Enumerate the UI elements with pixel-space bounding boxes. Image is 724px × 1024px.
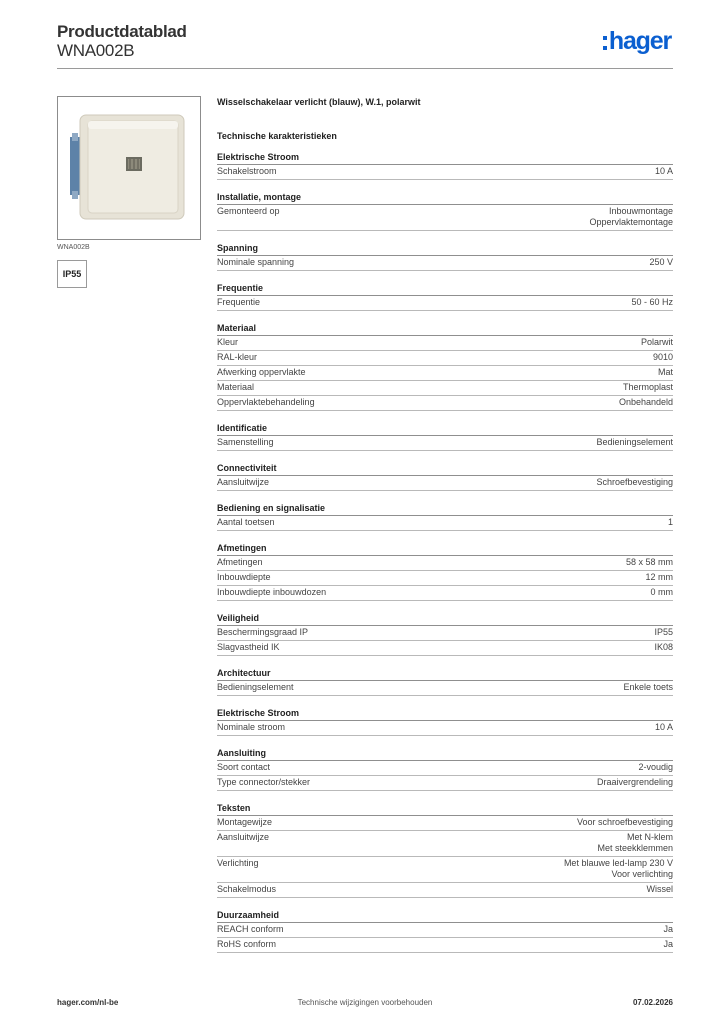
spec-row [217, 938, 673, 953]
spec-value-line: Enkele toets [623, 682, 673, 692]
spec-label: Nominale spanning [217, 257, 295, 267]
spec-value [645, 572, 673, 583]
spec-row [217, 476, 673, 491]
spec-value-line: IP55 [654, 627, 673, 637]
spec-value [655, 722, 673, 733]
spec-group [217, 611, 673, 656]
spec-group [217, 150, 673, 180]
spec-group-title: Elektrische Stroom [217, 706, 673, 721]
spec-value-line: Ja [663, 924, 673, 934]
spec-value-line: 250 V [649, 257, 673, 267]
spec-value [658, 367, 673, 378]
spec-label: Aantal toetsen [217, 517, 275, 527]
spec-value-line: Met steekklemmen [597, 843, 673, 853]
hager-logo [603, 27, 671, 55]
spec-label: RoHS conform [217, 939, 277, 949]
spec-label: Oppervlaktebehandeling [217, 397, 315, 407]
spec-group-title: Elektrische Stroom [217, 150, 673, 165]
page-header [57, 20, 673, 69]
spec-row [217, 396, 673, 411]
spec-row [217, 256, 673, 271]
spec-value [597, 777, 673, 788]
spec-row [217, 883, 673, 898]
spec-value [623, 382, 673, 393]
spec-value [596, 477, 673, 488]
spec-group [217, 706, 673, 736]
spec-label: REACH conform [217, 924, 284, 934]
spec-group-title: Connectiviteit [217, 461, 673, 476]
spec-group [217, 801, 673, 898]
page-footer [57, 996, 673, 1012]
spec-label: Kleur [217, 337, 239, 347]
tech-heading: Technische karakteristieken [217, 131, 337, 141]
spec-value [647, 884, 674, 895]
spec-group-title: Duurzaamheid [217, 908, 673, 923]
spec-label: Afmetingen [217, 557, 263, 567]
spec-groups [217, 150, 673, 953]
spec-label: Gemonteerd op [217, 206, 280, 216]
spec-label: Type connector/stekker [217, 777, 311, 787]
product-code: WNA002B [57, 41, 135, 60]
spec-row [217, 571, 673, 586]
spec-group-title: Bediening en signalisatie [217, 501, 673, 516]
spec-label: Slagvastheid IK [217, 642, 280, 652]
spec-value [597, 832, 673, 854]
spec-group [217, 746, 673, 791]
spec-group [217, 461, 673, 491]
spec-row [217, 336, 673, 351]
ip-rating-badge: IP55 [57, 260, 87, 288]
spec-value-line: 9010 [652, 352, 673, 362]
spec-value-line: Oppervlaktemontage [589, 217, 673, 227]
spec-value [649, 257, 673, 268]
spec-value-line: 12 mm [645, 572, 673, 582]
spec-row [217, 721, 673, 736]
spec-group [217, 241, 673, 271]
spec-value [619, 397, 673, 408]
spec-value-line: 58 x 58 mm [625, 557, 673, 567]
spec-value-line: Onbehandeld [618, 397, 673, 407]
spec-value-line: 50 - 60 Hz [631, 297, 673, 307]
spec-group-title: Materiaal [217, 321, 673, 336]
spec-value-line: Met N-klem [626, 832, 673, 842]
spec-row [217, 351, 673, 366]
spec-label: RAL-kleur [217, 352, 258, 362]
switch-image-icon [58, 97, 200, 239]
spec-value-line: Voor schroefbevestiging [576, 817, 673, 827]
spec-value-line: 0 mm [650, 587, 673, 597]
spec-value [638, 762, 673, 773]
spec-value [663, 939, 673, 950]
spec-label: Frequentie [217, 297, 261, 307]
spec-value [564, 858, 673, 880]
spec-row [217, 681, 673, 696]
spec-row [217, 366, 673, 381]
footer-notice: Technische wijzigingen voorbehouden [297, 998, 433, 1007]
spec-group [217, 501, 673, 531]
spec-row [217, 586, 673, 601]
spec-group [217, 190, 673, 231]
spec-group [217, 421, 673, 451]
spec-content [217, 96, 673, 963]
spec-group [217, 666, 673, 696]
spec-value [655, 166, 673, 177]
spec-group-title: Identificatie [217, 421, 673, 436]
spec-label: Inbouwdiepte inbouwdozen [217, 587, 327, 597]
spec-row [217, 556, 673, 571]
product-description: Wisselschakelaar verlicht (blauw), W.1, polarwit [217, 97, 421, 107]
spec-label: Inbouwdiepte [217, 572, 271, 582]
spec-row [217, 296, 673, 311]
spec-row [217, 516, 673, 531]
spec-group [217, 908, 673, 953]
spec-value-line: 10 A [654, 166, 673, 176]
page-title: Productdatablad [57, 22, 187, 41]
spec-row [217, 641, 673, 656]
spec-row [217, 205, 673, 231]
spec-row [217, 776, 673, 791]
spec-group-title: Installatie, montage [217, 190, 673, 205]
spec-value-line: Voor verlichting [611, 869, 673, 879]
spec-row [217, 381, 673, 396]
image-caption: WNA002B [57, 244, 90, 251]
spec-value-line: 2-voudig [638, 762, 673, 772]
spec-value [653, 352, 673, 363]
spec-label: Beschermingsgraad IP [217, 627, 309, 637]
spec-label: Verlichting [217, 858, 259, 868]
spec-value-line: 10 A [654, 722, 673, 732]
spec-value [623, 682, 673, 693]
spec-label: Nominale stroom [217, 722, 286, 732]
spec-value [654, 627, 673, 638]
spec-group-title: Aansluiting [217, 746, 673, 761]
spec-row [217, 165, 673, 180]
spec-group [217, 321, 673, 411]
spec-row [217, 831, 673, 857]
spec-label: Aansluitwijze [217, 832, 270, 842]
spec-label: Materiaal [217, 382, 255, 392]
spec-row [217, 626, 673, 641]
spec-value [589, 206, 673, 228]
spec-group-title: Spanning [217, 241, 673, 256]
spec-value [651, 587, 674, 598]
spec-value [577, 817, 673, 828]
spec-value [654, 642, 673, 653]
spec-label: Montagewijze [217, 817, 273, 827]
spec-value [596, 437, 673, 448]
spec-row [217, 436, 673, 451]
product-image [57, 96, 201, 240]
spec-value-line: IK08 [654, 642, 673, 652]
footer-date: 07.02.2026 [632, 998, 673, 1007]
spec-value [663, 924, 673, 935]
spec-row [217, 857, 673, 883]
spec-value-line: Bedieningselement [596, 437, 673, 447]
spec-value-line: Thermoplast [622, 382, 673, 392]
logo-wordmark: hager [608, 26, 671, 55]
spec-group-title: Afmetingen [217, 541, 673, 556]
spec-label: Afwerking oppervlakte [217, 367, 306, 377]
spec-value-line: Met blauwe led-lamp 230 V [563, 858, 673, 868]
spec-value-line: Schroefbevestiging [596, 477, 673, 487]
spec-value-line: Ja [663, 939, 673, 949]
spec-row [217, 923, 673, 938]
spec-value-line: Draaivergrendeling [596, 777, 673, 787]
spec-value [631, 297, 673, 308]
spec-row [217, 761, 673, 776]
footer-website[interactable]: hager.com/nl-be [57, 998, 119, 1007]
spec-label: Soort contact [217, 762, 271, 772]
spec-group-title: Frequentie [217, 281, 673, 296]
spec-value [626, 557, 673, 568]
spec-group [217, 541, 673, 601]
spec-value-line: Wissel [646, 884, 673, 894]
logo-dots-icon [603, 36, 607, 50]
spec-label: Bedieningselement [217, 682, 294, 692]
spec-label: Schakelmodus [217, 884, 277, 894]
spec-row [217, 816, 673, 831]
spec-value-line: Mat [657, 367, 673, 377]
spec-group [217, 281, 673, 311]
spec-value [668, 517, 673, 528]
spec-label: Samenstelling [217, 437, 274, 447]
spec-value-line: Inbouwmontage [608, 206, 673, 216]
spec-value-line: Polarwit [640, 337, 673, 347]
spec-group-title: Veiligheid [217, 611, 673, 626]
spec-value-line: 1 [667, 517, 673, 527]
spec-label: Schakelstroom [217, 166, 277, 176]
spec-group-title: Architectuur [217, 666, 673, 681]
spec-value [641, 337, 673, 348]
spec-group-title: Teksten [217, 801, 673, 816]
spec-label: Aansluitwijze [217, 477, 270, 487]
